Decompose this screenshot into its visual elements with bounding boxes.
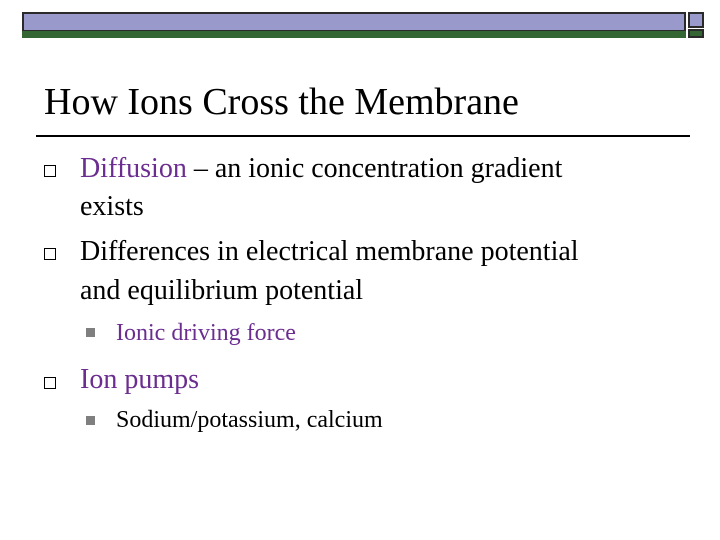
header-bar-end-square-top	[688, 12, 704, 28]
header-bar-stripe	[22, 30, 686, 38]
bullet-2-sub-1: Ionic driving force	[116, 320, 296, 346]
header-decoration-bar	[22, 12, 708, 40]
bullet-1-line-2: exists	[80, 191, 144, 222]
bullet-3-sub-1: Sodium/potassium, calcium	[116, 407, 383, 433]
title-underline	[36, 135, 690, 137]
bullet-2-line-2: and equilibrium potential	[80, 275, 364, 306]
filled-square-bullet-icon	[86, 416, 95, 428]
header-bar-end-square-bottom	[688, 29, 704, 38]
filled-square-bullet-icon	[86, 328, 95, 340]
hollow-square-bullet-icon	[44, 374, 56, 394]
bullet-1-line-1	[80, 150, 562, 188]
hollow-square-bullet-icon	[44, 162, 56, 182]
bullet-3-label: Ion pumps	[80, 364, 199, 395]
slide-title: How Ions Cross the Membrane	[44, 81, 519, 123]
bullet-2-line-1: Differences in electrical membrane potential	[80, 236, 579, 267]
hollow-square-bullet-icon	[44, 245, 56, 265]
bullet-1-emphasis: Diffusion	[80, 153, 187, 184]
bullet-1-text: – an ionic concentration gradient	[186, 153, 563, 184]
header-bar-end-squares	[688, 12, 706, 38]
